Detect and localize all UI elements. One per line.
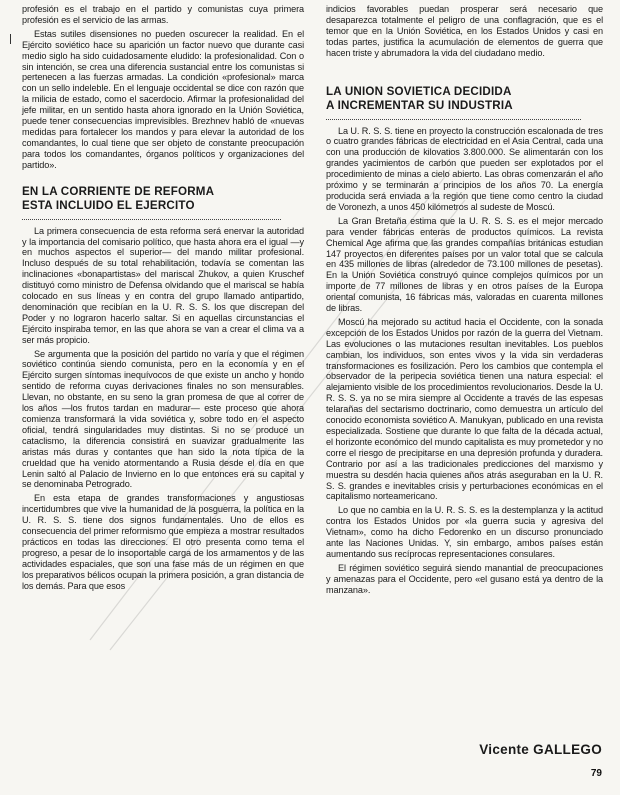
heading-line: EN LA CORRIENTE DE REFORMA [22,184,215,198]
paragraph: Lo que no cambia en la U. R. S. S. es la destemplanza y la actitud contra los Estados Unidos por «la guerra sucia y agresiva del Vietnam», como ha dicho Fedorenko en un discurso pronunciado ante las Naciones Unidas. Y, sin embargo, ambos países están aumentando sus recíprocas representaciones consulares. [326,505,603,559]
author-signature: Vicente GALLEGO [479,742,602,757]
heading-line: LA UNION SOVIETICA DECIDIDA [326,84,512,98]
paragraph: indicios favorables puedan prosperar será necesario que desaparezca totalmente el peligro de una conflagración, que es el temor que en la Unión Soviética, en los Estados Unidos y casi en todas partes, justifica la acumulación de elementos de guerra que hacen triste y abrumadora la vida del ciudadano medio. [326,4,603,58]
heading-rule [326,119,581,120]
heading-line: ESTA INCLUIDO EL EJERCITO [22,198,195,212]
paragraph: Se argumenta que la posición del partido no varía y que el régimen soviético continúa siendo comunista, pero en la economía y en el Ejército surgen síntomas inequívocos de que existe un ancho y hondo sentido de reforma cuyas derivaciones finales no son mensurables. Llevan, no obstante, en su seno la gran promesa de que al correr de los años —los frutos tardan en madurar— este proceso que ahora comienza transformará la vida soviética y, sobre todo en el aspecto oficial, tendrá singularidades muy distintas. Si no se produce un cataclismo, la diferencia consistirá en suavizar gradualmente las aristas más duras y contantes que han sido la nota típica de la crueldad que ha venido atormentando a Rusia desde el día en que Lenin saltó al Palacio de Invierno en lo que entonces era su capital y se denominaba Petrogrado. [22,348,304,490]
section-heading-military-reform [22,185,304,220]
paragraph: La primera consecuencia de esta reforma será enervar la autoridad y la importancia del comisario político, que hasta ahora era el igual —y en muchos aspectos el superior— del mando militar profesional. Incluso después de su total rehabilitación, todavía se comentan las inclinaciones «bonapartistas» del mariscal Zhukov, a quien Kruschef distituyó como ministro de Defensa olvidando que el mariscal se había colocado en sus líneas y en contra del grupo llamado antipartido, denominación que recibían en la U. R. S. S. los que discrepan del Poder y no lograron hacerlo saltar. Si en aquellas circunstancias el Ejército inspiraba temor, en las que ahora se van a crear el clima va a ser más propicio. [22,225,304,345]
paragraph: Moscú ha mejorado su actitud hacia el Occidente, con la sonada excepción de los Estados Unidos por razón de la guerra del Vietnam. Las evoluciones o las mutaciones resultan inevitables. Los pueblos cambian, los individuos, son entes vivos y la vida sin verdaderas transformaciones es fosilización. Pero los cambios que contempla el observador de la peripecia soviética tienen una natura especial: el alejamiento visible de los procedimientos revolucionarios. Desde la U. R. S. S. ya no se mira siempre al Occidente a través de las espesas telarañas del sectarismo doctrinario, como demuestra un artículo del conocido economista soviético A. Manukyan, publicado en una revista especializada. Sostiene que durante lo que falta de la década actual, el horizonte económico del mundo capitalista es muy prometedor y no corre el riesgo de precipitarse en una depresión profunda y duradera. Contrario por así a las tradicionales predicciones del marxismo y muestra su desdén hacia quienes años atrás aseguraban en la U. R. S. S. grandes e inevitables crisis y perturbaciones económicas en el capitalismo norteamericano. [326,316,603,502]
heading-rule [22,219,281,220]
paragraph: En esta etapa de grandes transformaciones y angustiosas incertidumbres que vive la humanidad de la posguerra, la política en la U. R. S. S. tiene dos signos fundamentales. Uno de ellos es consecuencia del primer reformismo que empieza a mostrar resultados prácticos en todas las direcciones. El otro presenta como tema el progreso, a pesar de lo insoportable carga de los armamentos y de las actividades espaciales, que son una fase más de un régimen en que los preparativos bélicos ocupan la primera posición, a gran distancia de los demás. Para que esos [22,493,304,591]
right-column [326,4,603,596]
paragraph: La Gran Bretaña estima que la U. R. S. S. es el mejor mercado para vender fábricas enteras de productos químicos. La revista Chemical Age afirma que las grandes compañías británicas estudian 147 proyectos en diferentes países por un valor total que se calcula en 435 millones de libras (alrededor de 73.100 millones de pesetas). En la Unión Soviética construyó quince complejos químicos por un importe de 77 millones de libras y en otros países de la Europa oriental comunista, 16 fábricas más, valoradas en cuarenta millones de libras. [326,215,603,314]
section-heading-industry [326,85,603,120]
page-number: 79 [590,768,602,779]
paragraph: Estas sutiles disensiones no pueden oscurecer la realidad. En el Ejército soviético hace su aparición un factor nuevo que durante casi medio siglo ha sido cuidadosamente eludido: la profesionalidad. Con o sin intención, se crea una diferencia sustancial entre los comunistas si pertenecen a las fuerzas armadas. La condición «profesional» marca con un sello indeleble. En el lenguaje occidental se dice con razón que la milicia de estado, como el sacerdocio. Afirmar la profesionalidad del jefe militar, en un sentido hasta ahora ignorado en la Unión Soviética, puede tener consecuencias imprevisibles. Brezhnev habló de «nuevas medidas para fortalecer los mandos y para elevar la autoridad de los comandantes, lo cual tiene que ser objeto de constante preocupación para todos los comandantes, órganos políticos y organizaciones del partido». [22,28,304,170]
paragraph: La U. R. S. S. tiene en proyecto la construcción escalonada de tres o cuatro grandes fábricas de electricidad en el Asia Central, cada una con una producción de kilovatios 3.800.000. Se alimentarán con los grandes yacimientos de carbón que pueden ser explotados por el procedimiento de minas a cielo abierto. Las obras comenzarán el año próximo y se terminarán a principios de los años 70. La energía producida será enviada a la región que tiene como centro la ciudad de Voronezh, a unos 450 kilómetros al sudeste de Moscú. [326,125,603,212]
paragraph: profesión es el trabajo en el partido y comunistas cuya primera profesión es el servicio de las armas. [22,4,304,25]
margin-mark [10,34,21,44]
heading-line: A INCREMENTAR SU INDUSTRIA [326,98,513,112]
paragraph: El régimen soviético seguirá siendo manantial de preocupaciones y amenazas para el Occidente, pero «el gusano está ya dentro de la manzana». [326,562,603,595]
left-column [22,4,304,592]
